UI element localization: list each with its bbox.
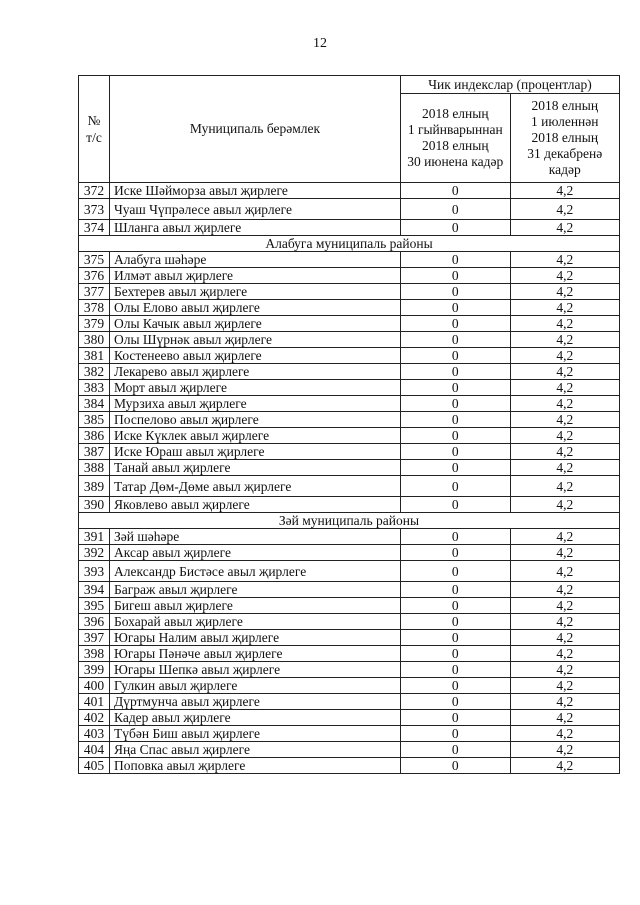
index-period2: 4,2	[510, 444, 620, 460]
municipality-name: Бигеш авыл җирлеге	[110, 598, 401, 614]
row-number: 403	[79, 726, 110, 742]
index-period1: 0	[401, 396, 511, 412]
index-period2: 4,2	[510, 476, 620, 497]
row-number: 373	[79, 199, 110, 220]
table-row	[79, 316, 620, 332]
municipality-name: Аксар авыл җирлеге	[110, 545, 401, 561]
index-period1: 0	[401, 268, 511, 284]
period2-line5: кадәр	[548, 162, 581, 177]
row-number: 375	[79, 252, 110, 268]
index-period2: 4,2	[510, 412, 620, 428]
index-period1: 0	[401, 662, 511, 678]
table-row	[79, 380, 620, 396]
municipality-name: Югары Пәнәче авыл җирлеге	[110, 646, 401, 662]
index-period2: 4,2	[510, 678, 620, 694]
index-period1: 0	[401, 742, 511, 758]
table-row	[79, 582, 620, 598]
period1-line2: 1 гыйнварыннан	[407, 122, 503, 137]
row-number: 404	[79, 742, 110, 758]
table-row	[79, 428, 620, 444]
section-title: Алабуга муниципаль районы	[79, 236, 620, 252]
table-row	[79, 252, 620, 268]
municipality-name: Яковлево авыл җирлеге	[110, 497, 401, 513]
index-period2: 4,2	[510, 694, 620, 710]
index-period1: 0	[401, 380, 511, 396]
row-number: 386	[79, 428, 110, 444]
index-period1: 0	[401, 364, 511, 380]
municipality-name: Шланга авыл җирлеге	[110, 220, 401, 236]
index-period2: 4,2	[510, 332, 620, 348]
index-period1: 0	[401, 444, 511, 460]
municipality-name: Кадер авыл җирлеге	[110, 710, 401, 726]
municipality-name: Алабуга шәһәре	[110, 252, 401, 268]
table-row	[79, 348, 620, 364]
row-number: 381	[79, 348, 110, 364]
index-period1: 0	[401, 694, 511, 710]
row-number: 392	[79, 545, 110, 561]
municipality-name: Костенеево авыл җирлеге	[110, 348, 401, 364]
table-row	[79, 460, 620, 476]
row-number: 372	[79, 183, 110, 199]
row-number: 388	[79, 460, 110, 476]
table-row	[79, 444, 620, 460]
municipality-name: Лекарево авыл җирлеге	[110, 364, 401, 380]
row-number: 377	[79, 284, 110, 300]
municipality-name: Зәй шәһәре	[110, 529, 401, 545]
index-period1: 0	[401, 545, 511, 561]
index-period2: 4,2	[510, 199, 620, 220]
index-period2: 4,2	[510, 284, 620, 300]
table-header	[79, 76, 620, 183]
period1-line3: 2018 елның	[421, 138, 489, 153]
page-number: 12	[313, 36, 327, 51]
row-number: 383	[79, 380, 110, 396]
table-row	[79, 268, 620, 284]
index-period2: 4,2	[510, 758, 620, 774]
table-row	[79, 662, 620, 678]
municipality-name: Танай авыл җирлеге	[110, 460, 401, 476]
row-number: 401	[79, 694, 110, 710]
index-period1: 0	[401, 348, 511, 364]
section-title: Зәй муниципаль районы	[79, 513, 620, 529]
row-number: 389	[79, 476, 110, 497]
index-period2: 4,2	[510, 545, 620, 561]
municipality-name: Иске Күклек авыл җирлеге	[110, 428, 401, 444]
table-row	[79, 630, 620, 646]
row-number-header-line2: т/с	[86, 130, 102, 145]
municipality-name: Иске Юраш авыл җирлеге	[110, 444, 401, 460]
row-number: 405	[79, 758, 110, 774]
index-period2: 4,2	[510, 710, 620, 726]
table-row	[79, 396, 620, 412]
row-number: 391	[79, 529, 110, 545]
index-period1: 0	[401, 598, 511, 614]
period1-line4: 30 июнена кадәр	[407, 154, 504, 169]
index-period1: 0	[401, 561, 511, 582]
municipality-name: Түбән Биш авыл җирлеге	[110, 726, 401, 742]
municipality-name: Дүртмунча авыл җирлеге	[110, 694, 401, 710]
index-period1: 0	[401, 497, 511, 513]
row-number: 384	[79, 396, 110, 412]
index-period2: 4,2	[510, 646, 620, 662]
index-period2: 4,2	[510, 614, 620, 630]
table-row	[79, 300, 620, 316]
table-row	[79, 284, 620, 300]
index-period2: 4,2	[510, 316, 620, 332]
index-group-header: Чик индекслар (процентлар)	[401, 76, 620, 94]
table-row	[79, 412, 620, 428]
row-number: 379	[79, 316, 110, 332]
row-number: 387	[79, 444, 110, 460]
index-period2: 4,2	[510, 183, 620, 199]
table-row	[79, 694, 620, 710]
municipality-name: Илмәт авыл җирлеге	[110, 268, 401, 284]
municipality-name: Яңа Спас авыл җирлеге	[110, 742, 401, 758]
table-row	[79, 646, 620, 662]
indices-table	[78, 75, 620, 774]
municipality-name: Поспелово авыл җирлеге	[110, 412, 401, 428]
row-number: 399	[79, 662, 110, 678]
table-row	[79, 561, 620, 582]
index-period1: 0	[401, 726, 511, 742]
municipality-name: Олы Шүрнәк авыл җирлеге	[110, 332, 401, 348]
index-period2: 4,2	[510, 529, 620, 545]
table-row	[79, 614, 620, 630]
index-period1: 0	[401, 614, 511, 630]
index-period2: 4,2	[510, 630, 620, 646]
municipality-name: Татар Дөм-Дөме авыл җирлеге	[110, 476, 401, 497]
table-row	[79, 364, 620, 380]
index-period2: 4,2	[510, 582, 620, 598]
period1-line1: 2018 елның	[421, 106, 489, 121]
period2-line3: 2018 елның	[531, 130, 599, 145]
municipality-name: Бехтерев авыл җирлеге	[110, 284, 401, 300]
index-period1: 0	[401, 710, 511, 726]
table-row	[79, 710, 620, 726]
index-period2: 4,2	[510, 268, 620, 284]
index-period1: 0	[401, 428, 511, 444]
index-period2: 4,2	[510, 380, 620, 396]
index-period1: 0	[401, 332, 511, 348]
index-period2: 4,2	[510, 396, 620, 412]
index-period1: 0	[401, 220, 511, 236]
index-period2: 4,2	[510, 460, 620, 476]
row-number-header	[79, 76, 110, 183]
index-period1: 0	[401, 476, 511, 497]
index-period1: 0	[401, 412, 511, 428]
table-row	[79, 476, 620, 497]
index-period2: 4,2	[510, 662, 620, 678]
index-period1: 0	[401, 582, 511, 598]
municipality-name: Гулкин авыл җирлеге	[110, 678, 401, 694]
index-period2: 4,2	[510, 220, 620, 236]
index-period1: 0	[401, 529, 511, 545]
row-number: 397	[79, 630, 110, 646]
index-period1: 0	[401, 646, 511, 662]
period2-header	[510, 94, 620, 183]
index-period1: 0	[401, 630, 511, 646]
table-row	[79, 726, 620, 742]
index-period1: 0	[401, 284, 511, 300]
index-period1: 0	[401, 460, 511, 476]
period1-header	[401, 94, 511, 183]
index-period2: 4,2	[510, 742, 620, 758]
index-period2: 4,2	[510, 497, 620, 513]
index-period2: 4,2	[510, 726, 620, 742]
index-period2: 4,2	[510, 252, 620, 268]
row-number: 385	[79, 412, 110, 428]
municipality-name: Олы Елово авыл җирлеге	[110, 300, 401, 316]
index-period1: 0	[401, 758, 511, 774]
index-period2: 4,2	[510, 428, 620, 444]
row-number: 376	[79, 268, 110, 284]
index-period1: 0	[401, 199, 511, 220]
index-period2: 4,2	[510, 598, 620, 614]
municipality-header: Муниципаль берәмлек	[110, 76, 401, 183]
row-number: 395	[79, 598, 110, 614]
table-row	[79, 497, 620, 513]
row-number-header-line1: №	[87, 113, 101, 128]
municipality-name: Поповка авыл җирлеге	[110, 758, 401, 774]
table-row	[79, 678, 620, 694]
municipality-name: Морт авыл җирлеге	[110, 380, 401, 396]
index-period1: 0	[401, 183, 511, 199]
municipality-name: Бохарай авыл җирлеге	[110, 614, 401, 630]
index-period2: 4,2	[510, 300, 620, 316]
municipality-name: Александр Бистәсе авыл җирлеге	[110, 561, 401, 582]
row-number: 374	[79, 220, 110, 236]
index-period1: 0	[401, 300, 511, 316]
index-period2: 4,2	[510, 561, 620, 582]
table-row	[79, 758, 620, 774]
index-period1: 0	[401, 678, 511, 694]
table-row	[79, 183, 620, 199]
row-number: 402	[79, 710, 110, 726]
section-row	[79, 513, 620, 529]
table-body	[79, 183, 620, 774]
municipality-name: Чуаш Чүпрәлесе авыл җирлеге	[110, 199, 401, 220]
municipality-name: Мурзиха авыл җирлеге	[110, 396, 401, 412]
municipality-name: Иске Шәйморза авыл җирлеге	[110, 183, 401, 199]
municipality-name: Олы Качык авыл җирлеге	[110, 316, 401, 332]
row-number: 396	[79, 614, 110, 630]
municipality-name: Баграж авыл җирлеге	[110, 582, 401, 598]
table-row	[79, 545, 620, 561]
index-period2: 4,2	[510, 364, 620, 380]
row-number: 380	[79, 332, 110, 348]
table-row	[79, 598, 620, 614]
table-row	[79, 332, 620, 348]
table-row	[79, 199, 620, 220]
period2-line4: 31 декабренә	[527, 146, 603, 161]
index-period2: 4,2	[510, 348, 620, 364]
row-number: 400	[79, 678, 110, 694]
table-row	[79, 220, 620, 236]
index-period1: 0	[401, 316, 511, 332]
table-row	[79, 742, 620, 758]
table-row	[79, 529, 620, 545]
row-number: 390	[79, 497, 110, 513]
row-number: 378	[79, 300, 110, 316]
municipality-name: Югары Налим авыл җирлеге	[110, 630, 401, 646]
row-number: 393	[79, 561, 110, 582]
index-period1: 0	[401, 252, 511, 268]
row-number: 394	[79, 582, 110, 598]
period2-line1: 2018 елның	[531, 98, 599, 113]
section-row	[79, 236, 620, 252]
row-number: 398	[79, 646, 110, 662]
period2-line2: 1 июленнән	[531, 114, 599, 129]
municipality-name: Югары Шепкә авыл җирлеге	[110, 662, 401, 678]
row-number: 382	[79, 364, 110, 380]
